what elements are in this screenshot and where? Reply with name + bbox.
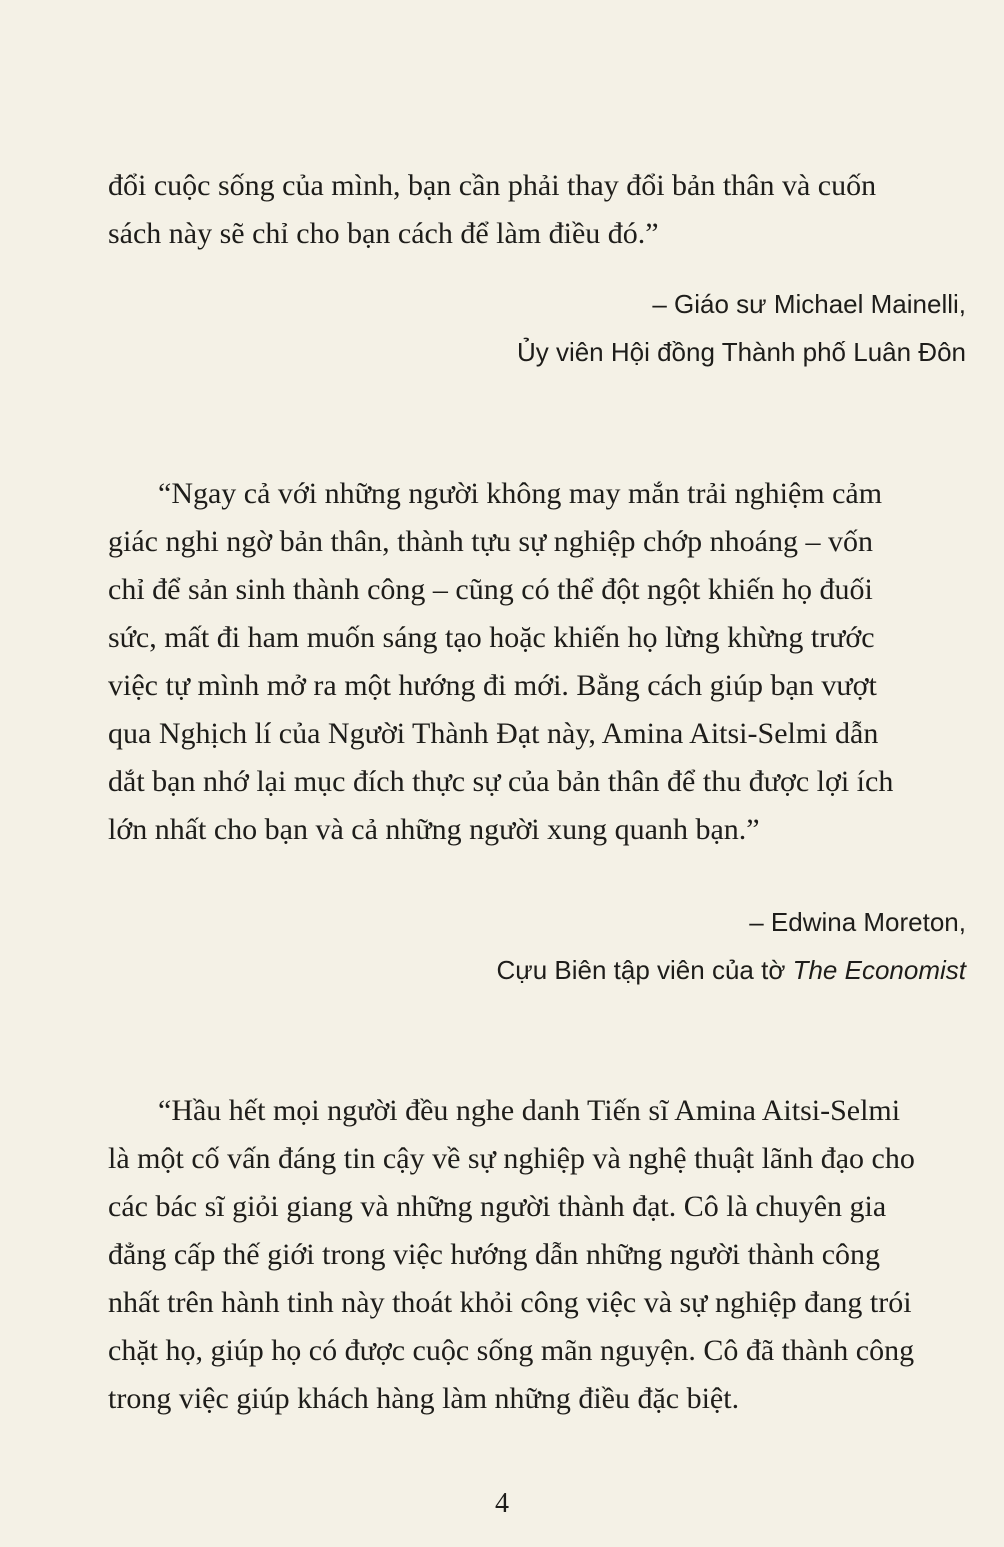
attribution-title: Ủy viên Hội đồng Thành phố Luân Đôn — [516, 337, 966, 367]
quote-2-line: “Ngay cả với những người không may mắn trải nghiệm cảm — [158, 477, 883, 510]
attribution-name: – Giáo sư Michael Mainelli, — [652, 289, 966, 319]
quote-3-line: các bác sĩ giỏi giang và những người thành đạt. Cô là chuyên gia — [108, 1190, 887, 1223]
quote-3-line: trong việc giúp khách hàng làm những điều đặc biệt. — [108, 1382, 740, 1415]
quote-2-line: giác nghi ngờ bản thân, thành tựu sự nghiệp chớp nhoáng – vốn — [108, 525, 873, 558]
publication-name: The Economist — [792, 955, 966, 985]
quote-2-text — [108, 470, 966, 854]
quote-3-line: “Hầu hết mọi người đều nghe danh Tiến sĩ Amina Aitsi-Selmi — [158, 1094, 901, 1127]
quote-2-line: dắt bạn nhớ lại mục đích thực sự của bản thân để thu được lợi ích — [108, 765, 894, 798]
quote-1-text — [108, 162, 966, 258]
quote-2-attribution — [497, 898, 966, 994]
quote-2-line: sức, mất đi ham muốn sáng tạo hoặc khiến họ lừng khừng trước — [108, 621, 875, 654]
quote-3-line: là một cố vấn đáng tin cậy về sự nghiệp và nghệ thuật lãnh đạo cho — [108, 1142, 915, 1175]
quote-3-line: nhất trên hành tinh này thoát khỏi công việc và sự nghiệp đang trói — [108, 1286, 912, 1319]
quote-2-line: lớn nhất cho bạn và cả những người xung quanh bạn.” — [108, 813, 760, 846]
quote-2-line: chỉ để sản sinh thành công – cũng có thể đột ngột khiến họ đuối — [108, 573, 873, 606]
attribution-title-prefix: Cựu Biên tập viên của tờ — [496, 955, 793, 985]
quote-2-line: qua Nghịch lí của Người Thành Đạt này, Amina Aitsi-Selmi dẫn — [108, 717, 879, 750]
attribution-title — [497, 946, 966, 994]
quote-1-line: sách này sẽ chỉ cho bạn cách để làm điều đó.” — [108, 217, 659, 250]
quote-3-line: chặt họ, giúp họ có được cuộc sống mãn nguyện. Cô đã thành công — [108, 1334, 915, 1367]
attribution-name: – Edwina Moreton, — [749, 907, 966, 937]
quote-1-line: đổi cuộc sống của mình, bạn cần phải thay đổi bản thân và cuốn — [108, 169, 877, 202]
quote-2-line: việc tự mình mở ra một hướng đi mới. Bằng cách giúp bạn vượt — [108, 669, 877, 702]
quote-3-text — [108, 1087, 966, 1423]
page-number: 4 — [495, 1488, 509, 1519]
quote-1-attribution — [517, 280, 966, 376]
quote-3-line: đẳng cấp thế giới trong việc hướng dẫn những người thành công — [108, 1238, 881, 1271]
